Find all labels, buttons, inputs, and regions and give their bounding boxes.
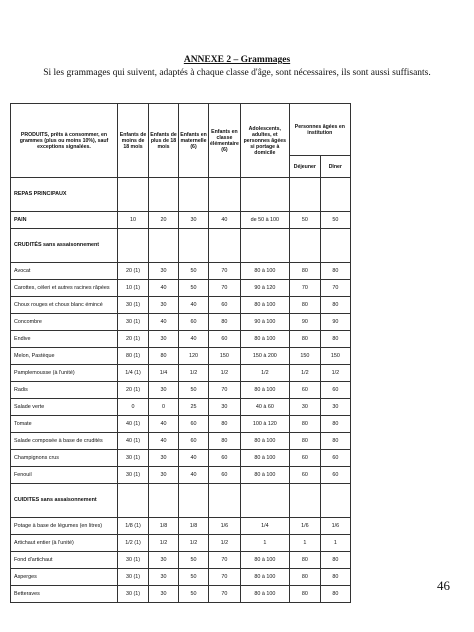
product-label: Melon, Pastèque <box>11 348 118 365</box>
value-cell: 1/6 <box>289 518 320 535</box>
value-cell: 60 <box>179 433 209 450</box>
value-cell: 50 <box>179 552 209 569</box>
value-cell: 30 <box>149 382 179 399</box>
value-cell: 30 <box>209 399 241 416</box>
product-label: Betteraves <box>11 586 118 603</box>
value-cell: 1/2 <box>240 365 289 382</box>
value-cell: 1/8 (1) <box>118 518 149 535</box>
table-row <box>11 365 351 382</box>
value-cell: 40 <box>149 416 179 433</box>
value-cell: 80 <box>289 433 320 450</box>
product-label: Champignons crus <box>11 450 118 467</box>
value-cell: 80 <box>289 552 320 569</box>
product-label: Salade composée à base de crudités <box>11 433 118 450</box>
value-cell: 1 <box>240 535 289 552</box>
empty-cell <box>240 484 289 518</box>
value-cell: 20 (1) <box>118 331 149 348</box>
header-elementaire: Enfants en classe élémentaire (6) <box>209 104 241 178</box>
value-cell: 30 (1) <box>118 314 149 331</box>
value-cell: 70 <box>209 569 241 586</box>
value-cell: 30 (1) <box>118 569 149 586</box>
value-cell: 30 <box>149 331 179 348</box>
value-cell: 80 à 100 <box>240 569 289 586</box>
value-cell: 60 <box>289 382 320 399</box>
value-cell: 1/2 <box>179 365 209 382</box>
grammage-table <box>10 103 351 603</box>
value-cell: 40 <box>209 212 241 229</box>
value-cell: 80 <box>320 552 350 569</box>
value-cell: 80 à 100 <box>240 433 289 450</box>
value-cell: 50 <box>289 212 320 229</box>
value-cell: 80 à 100 <box>240 450 289 467</box>
empty-cell <box>289 229 320 263</box>
value-cell: 80 <box>320 331 350 348</box>
table-row <box>11 518 351 535</box>
value-cell: 30 <box>149 297 179 314</box>
value-cell: 70 <box>209 263 241 280</box>
value-cell: 70 <box>289 280 320 297</box>
value-cell: 80 <box>320 433 350 450</box>
value-cell: 30 (1) <box>118 467 149 484</box>
value-cell: 80 <box>320 569 350 586</box>
section-row <box>11 229 351 263</box>
value-cell: 60 <box>209 331 241 348</box>
value-cell: 1/4 (1) <box>118 365 149 382</box>
section-label: CRUDITÉS sans assaisonnement <box>11 229 118 263</box>
value-cell: 1 <box>320 535 350 552</box>
value-cell: 90 <box>320 314 350 331</box>
value-cell: 1/2 <box>320 365 350 382</box>
product-label: Carottes, céleri et autres racines râpées <box>11 280 118 297</box>
product-label: Pamplemousse (à l'unité) <box>11 365 118 382</box>
value-cell: 60 <box>209 297 241 314</box>
value-cell: 60 <box>209 450 241 467</box>
value-cell: 80 <box>149 348 179 365</box>
value-cell: 80 <box>209 314 241 331</box>
value-cell: 70 <box>209 586 241 603</box>
value-cell: 40 <box>179 467 209 484</box>
value-cell: 1/8 <box>149 518 179 535</box>
page-number: 46 <box>437 578 450 593</box>
product-label: Avocat <box>11 263 118 280</box>
value-cell: 60 <box>179 314 209 331</box>
empty-cell <box>179 229 209 263</box>
value-cell: 80 à 100 <box>240 331 289 348</box>
value-cell: 90 <box>289 314 320 331</box>
value-cell: 60 <box>289 450 320 467</box>
value-cell: 120 <box>179 348 209 365</box>
value-cell: 10 <box>118 212 149 229</box>
table-row <box>11 416 351 433</box>
value-cell: 80 <box>289 331 320 348</box>
value-cell: 100 à 120 <box>240 416 289 433</box>
empty-cell <box>118 178 149 212</box>
product-label: Salade verte <box>11 399 118 416</box>
product-label: Radis <box>11 382 118 399</box>
value-cell: 1/2 <box>209 535 241 552</box>
value-cell: 1/2 (1) <box>118 535 149 552</box>
value-cell: 80 <box>289 416 320 433</box>
value-cell: 40 <box>179 331 209 348</box>
value-cell: 70 <box>209 552 241 569</box>
value-cell: 30 <box>149 569 179 586</box>
annex-title: ANNEXE 2 – Grammages <box>183 55 291 65</box>
header-over-18-months: Enfants de plus de 18 mois <box>149 104 179 178</box>
value-cell: 40 <box>179 297 209 314</box>
value-cell: 60 <box>320 450 350 467</box>
value-cell: 80 <box>320 586 350 603</box>
value-cell: 0 <box>149 399 179 416</box>
value-cell: 30 <box>149 586 179 603</box>
value-cell: 80 <box>320 416 350 433</box>
table-row <box>11 450 351 467</box>
value-cell: 80 à 100 <box>240 263 289 280</box>
header-elderly-institution: Personnes âgées en institution <box>289 104 350 156</box>
empty-cell <box>118 484 149 518</box>
value-cell: 40 <box>149 314 179 331</box>
empty-cell <box>240 178 289 212</box>
value-cell: 30 <box>149 450 179 467</box>
value-cell: 80 <box>289 586 320 603</box>
value-cell: 30 <box>320 399 350 416</box>
value-cell: 60 <box>320 382 350 399</box>
value-cell: 150 à 200 <box>240 348 289 365</box>
value-cell: 70 <box>320 280 350 297</box>
value-cell: 50 <box>179 263 209 280</box>
table-row <box>11 280 351 297</box>
value-cell: 80 à 100 <box>240 586 289 603</box>
annex-subtitle: Si les grammages qui suivent, adaptés à chaque classe d'âge, sont nécessaires, ils sont aussi suffisants. <box>43 68 431 78</box>
value-cell: 60 <box>320 467 350 484</box>
value-cell: 30 <box>149 467 179 484</box>
value-cell: de 50 à 100 <box>240 212 289 229</box>
value-cell: 20 (1) <box>118 263 149 280</box>
empty-cell <box>320 229 350 263</box>
section-row <box>11 484 351 518</box>
empty-cell <box>149 178 179 212</box>
table-row <box>11 331 351 348</box>
empty-cell <box>209 178 241 212</box>
product-label: Concombre <box>11 314 118 331</box>
header-dejeuner: Déjeuner <box>289 156 320 178</box>
section-label: REPAS PRINCIPAUX <box>11 178 118 212</box>
value-cell: 60 <box>209 467 241 484</box>
value-cell: 10 (1) <box>118 280 149 297</box>
value-cell: 30 (1) <box>118 552 149 569</box>
value-cell: 50 <box>179 586 209 603</box>
product-label: Potage à base de légumes (en litres) <box>11 518 118 535</box>
value-cell: 30 (1) <box>118 297 149 314</box>
value-cell: 80 <box>289 297 320 314</box>
value-cell: 80 <box>289 263 320 280</box>
empty-cell <box>289 178 320 212</box>
value-cell: 80 <box>209 416 241 433</box>
table-row <box>11 314 351 331</box>
product-label: PAIN <box>11 212 118 229</box>
value-cell: 50 <box>179 569 209 586</box>
value-cell: 30 <box>289 399 320 416</box>
value-cell: 80 <box>320 297 350 314</box>
value-cell: 25 <box>179 399 209 416</box>
value-cell: 80 <box>209 433 241 450</box>
product-label: Fenouil <box>11 467 118 484</box>
value-cell: 80 <box>320 263 350 280</box>
section-row <box>11 178 351 212</box>
value-cell: 1/4 <box>149 365 179 382</box>
header-product: PRODUITS, prêts à consommer, en grammes (plus ou moins 10%), sauf exceptions signalées. <box>11 104 118 178</box>
table-row <box>11 569 351 586</box>
value-cell: 80 à 100 <box>240 467 289 484</box>
value-cell: 30 (1) <box>118 586 149 603</box>
value-cell: 1/6 <box>320 518 350 535</box>
empty-cell <box>209 484 241 518</box>
value-cell: 30 <box>149 552 179 569</box>
value-cell: 150 <box>289 348 320 365</box>
value-cell: 40 <box>149 433 179 450</box>
product-label: Artichaut entier (à l'unité) <box>11 535 118 552</box>
header-row-1 <box>11 104 351 156</box>
value-cell: 80 à 100 <box>240 382 289 399</box>
value-cell: 150 <box>209 348 241 365</box>
value-cell: 30 <box>179 212 209 229</box>
header-maternelle: Enfants en maternelle (6) <box>179 104 209 178</box>
value-cell: 1/4 <box>240 518 289 535</box>
value-cell: 0 <box>118 399 149 416</box>
empty-cell <box>320 484 350 518</box>
value-cell: 60 <box>289 467 320 484</box>
product-label: Fond d'artichaut <box>11 552 118 569</box>
table-row <box>11 433 351 450</box>
value-cell: 150 <box>320 348 350 365</box>
product-label: Choux rouges et choux blanc émincé <box>11 297 118 314</box>
table-row <box>11 535 351 552</box>
value-cell: 40 <box>179 450 209 467</box>
table-row <box>11 212 351 229</box>
table-row <box>11 263 351 280</box>
value-cell: 60 <box>179 416 209 433</box>
header-diner: Dîner <box>320 156 350 178</box>
value-cell: 20 (1) <box>118 382 149 399</box>
empty-cell <box>149 229 179 263</box>
empty-cell <box>149 484 179 518</box>
value-cell: 1/2 <box>209 365 241 382</box>
header-adults: Adolescents, adultes, et personnes âgées si portage à domicile <box>240 104 289 178</box>
value-cell: 40 (1) <box>118 433 149 450</box>
value-cell: 30 <box>149 263 179 280</box>
empty-cell <box>118 229 149 263</box>
empty-cell <box>209 229 241 263</box>
product-label: Endive <box>11 331 118 348</box>
section-label: CUIDITES sans assaisonnement <box>11 484 118 518</box>
header-under-18-months: Enfants de moins de 18 mois <box>118 104 149 178</box>
value-cell: 40 (1) <box>118 416 149 433</box>
table-row <box>11 467 351 484</box>
value-cell: 80 à 100 <box>240 552 289 569</box>
value-cell: 50 <box>179 382 209 399</box>
value-cell: 1/2 <box>289 365 320 382</box>
empty-cell <box>289 484 320 518</box>
table-row <box>11 297 351 314</box>
value-cell: 80 à 100 <box>240 297 289 314</box>
table-row <box>11 348 351 365</box>
empty-cell <box>320 178 350 212</box>
empty-cell <box>179 178 209 212</box>
value-cell: 1 <box>289 535 320 552</box>
product-label: Tomate <box>11 416 118 433</box>
value-cell: 70 <box>209 280 241 297</box>
value-cell: 1/8 <box>179 518 209 535</box>
value-cell: 80 <box>289 569 320 586</box>
value-cell: 50 <box>179 280 209 297</box>
table-row <box>11 586 351 603</box>
value-cell: 20 <box>149 212 179 229</box>
product-label: Asperges <box>11 569 118 586</box>
table-row <box>11 399 351 416</box>
value-cell: 50 <box>320 212 350 229</box>
value-cell: 70 <box>209 382 241 399</box>
table-row <box>11 552 351 569</box>
empty-cell <box>240 229 289 263</box>
empty-cell <box>179 484 209 518</box>
value-cell: 1/2 <box>179 535 209 552</box>
value-cell: 90 à 100 <box>240 314 289 331</box>
value-cell: 30 (1) <box>118 450 149 467</box>
value-cell: 40 <box>149 280 179 297</box>
table-row <box>11 382 351 399</box>
value-cell: 90 à 120 <box>240 280 289 297</box>
value-cell: 1/2 <box>149 535 179 552</box>
value-cell: 40 à 60 <box>240 399 289 416</box>
value-cell: 80 (1) <box>118 348 149 365</box>
value-cell: 1/6 <box>209 518 241 535</box>
